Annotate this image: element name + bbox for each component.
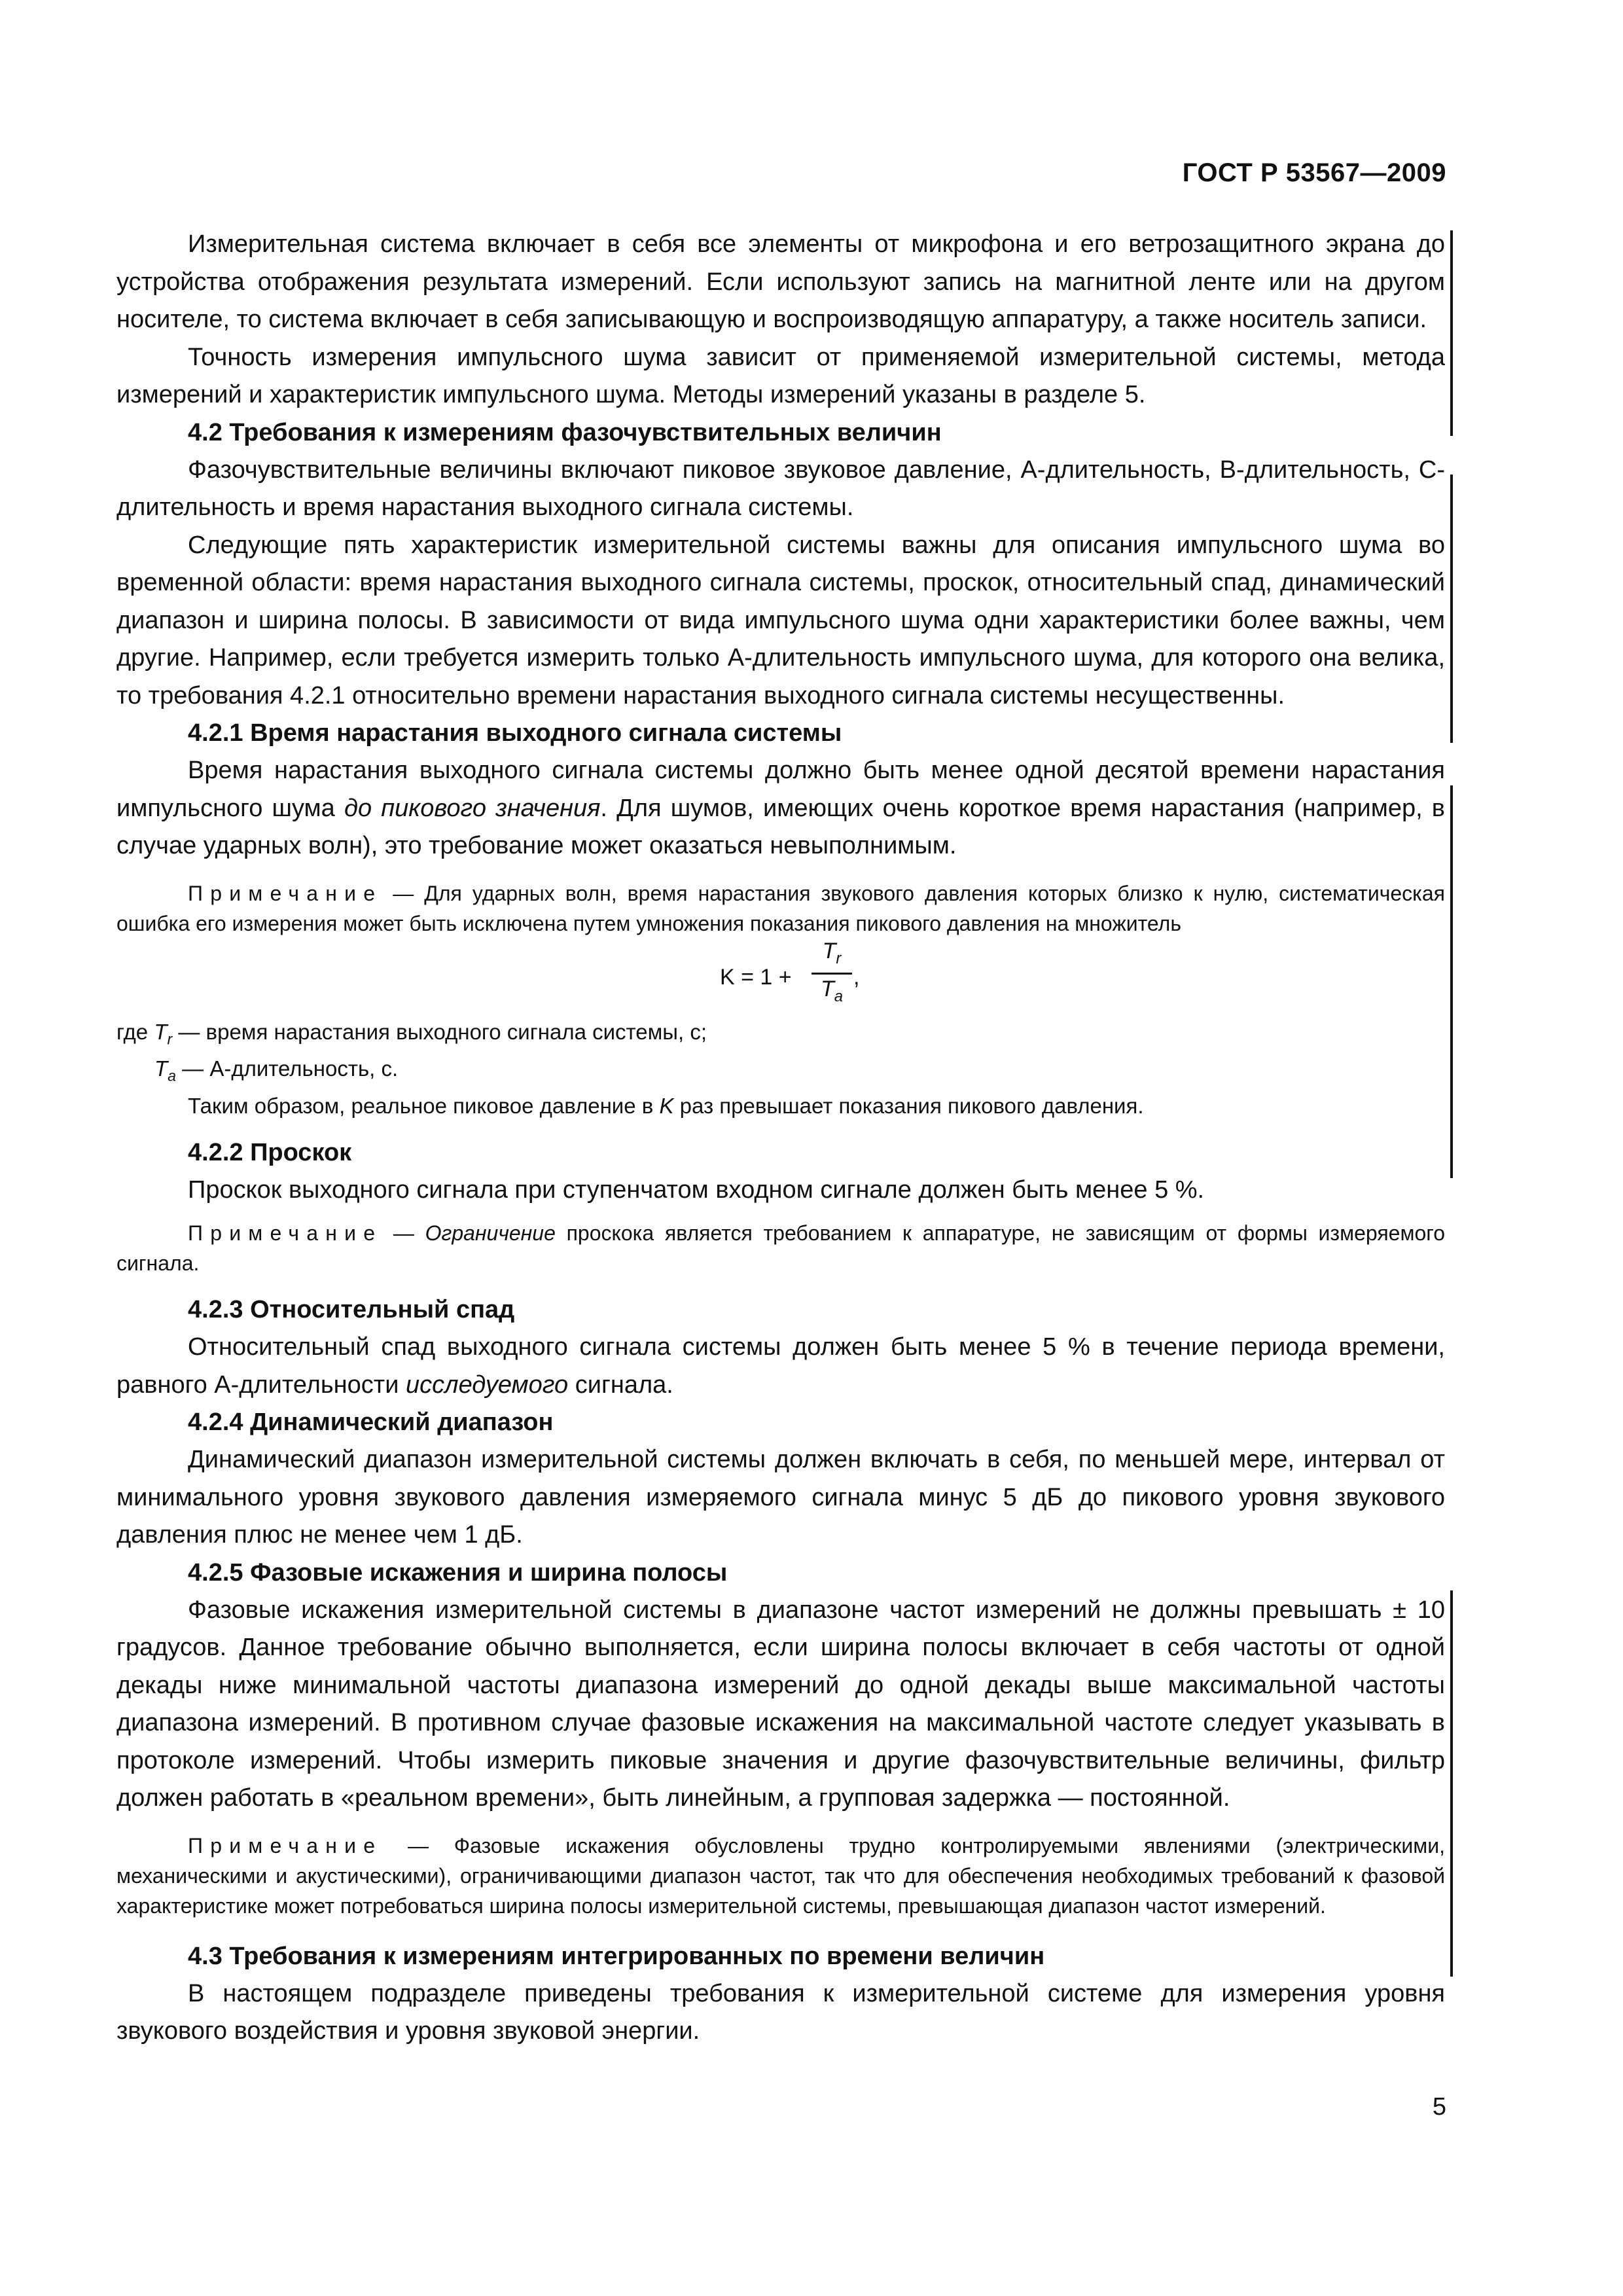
- change-bar: [1450, 785, 1453, 1178]
- paragraph: Проскок выходного сигнала при ступенчатом входном сигнале должен быть менее 5 %.: [188, 1175, 1205, 1204]
- paragraph: Точность измерения импульсного шума зависит от применяемой измерительной системы, метода измерений и характеристик импульсного шума. Методы измерений указаны в разделе 5.: [116, 343, 1445, 408]
- section-heading-4-3: 4.3 Требования к измерениям интегрированных по времени величин: [188, 1942, 1045, 1970]
- change-bar: [1450, 1590, 1453, 1977]
- paragraph: Динамический диапазон измерительной системы должен включать в себя, по меньшей мере, интервал от минимального уровня звукового давления измеряемого сигнала минус 5 дБ до пикового уровня звукового давления плюс не менее чем 1 дБ.: [116, 1446, 1445, 1549]
- formula-legend: где $T_r$ — время нарастания выходного сигнала системы, с;: [116, 1019, 707, 1048]
- change-bar: [1450, 475, 1453, 743]
- formula-conclusion: Таким образом, реальное пиковое давление в K раз превышает показания пикового давления.: [188, 1093, 1144, 1118]
- section-heading-4-2-5: 4.2.5 Фазовые искажения и ширина полосы: [188, 1558, 728, 1587]
- paragraph: Следующие пять характеристик измерительной системы важны для описания импульсного шума во временной области: время нарастания выходного сигнала системы, проскок, относительный спад, динамический диапазон и ширина полосы. В зависимости от вида импульсного шума одни характеристики более важны, чем другие. Например, если требуется измерить только А-длительность импульсного шума, для которого она велика, то требования 4.2.1 относительно времени нарастания выходного сигнала системы несущественны.: [116, 531, 1445, 709]
- formula-lhs: K = 1 +: [720, 964, 792, 990]
- paragraph: Относительный спад выходного сигнала системы должен быть менее 5 % в течение периода времени, равного А-длительности исследуемого сигнала.: [116, 1333, 1445, 1399]
- main-text: [116, 226, 1445, 2051]
- formula-legend: $T_a$ — А-длительность, с.: [154, 1056, 399, 1085]
- note: Примечание — Для ударных волн, время нарастания звукового давления которых близко к нулю, систематическая ошибка его измерения может быть исключена путем умножения показания пикового давления на множитель: [116, 881, 1445, 935]
- formula-numerator: $T_r$: [822, 938, 842, 967]
- change-bar: [1450, 230, 1453, 436]
- section-heading-4-2-3: 4.2.3 Относительный спад: [188, 1296, 515, 1324]
- formula: [116, 939, 1445, 1017]
- note: Примечание — Фазовые искажения обусловлены трудно контролируемыми явлениями (электрическими, механическими и акустическими), ограничивающими диапазон частот, так что для обеспечения необходимых требований к фазовой характеристике может потребоваться ширина полосы измерительной системы, превышающая диапазон частот измерений.: [116, 1833, 1445, 1918]
- section-heading-4-2: 4.2 Требования к измерениям фазочувствительных величин: [188, 418, 942, 446]
- formula-comma: ,: [853, 964, 860, 990]
- paragraph: Фазовые искажения измерительной системы в диапазоне частот измерений не должны превышать ± 10 градусов. Данное требование обычно выполняется, если ширина полосы включает в себя частоты от одной декады ниже минимальной частоты диапазона измерений до одной декады выше максимальной частоты диапазона измерений. В противном случае фазовые искажения на максимальной частоте следует указывать в протоколе измерений. Чтобы измерить пиковые значения и другие фазочувствительные величины, фильтр должен работать в «реальном времени», быть линейным, а групповая задержка — постоянной.: [116, 1596, 1445, 1812]
- note-label: Примечание: [188, 881, 383, 905]
- paragraph: В настоящем подразделе приведены требования к измерительной системе для измерения уровня звукового воздействия и уровня звуковой энергии.: [116, 1979, 1445, 2045]
- page-number: 5: [1432, 2093, 1446, 2121]
- document-header: ГОСТ Р 53567—2009: [1182, 158, 1446, 187]
- paragraph: Фазочувствительные величины включают пиковое звуковое давление, А-длительность, В-длительность, С-длительность и время нарастания выходного сигнала системы.: [116, 456, 1445, 521]
- section-heading-4-2-1: 4.2.1 Время нарастания выходного сигнала системы: [188, 719, 842, 747]
- note: Примечание — Ограничение проскока является требованием к аппаратуре, не зависящим от формы измеряемого сигнала.: [116, 1221, 1446, 1276]
- section-heading-4-2-4: 4.2.4 Динамический диапазон: [188, 1408, 554, 1437]
- paragraph: Измерительная система включает в себя все элементы от микрофона и его ветрозащитного экрана до устройства отображения результата измерений. Если используют запись на магнитной ленте или на другом носителе, то система включает в себя записывающую и воспроизводящую аппаратуру, а также носитель записи.: [116, 230, 1445, 333]
- paragraph: Время нарастания выходного сигнала системы должно быть менее одной десятой времени нарастания импульсного шума до пикового значения. Для шумов, имеющих очень короткое время нарастания (например, в случае ударных волн), это требование может оказаться невыполнимым.: [116, 757, 1445, 859]
- section-heading-4-2-2: 4.2.2 Проскок: [188, 1138, 352, 1166]
- fraction-bar: [812, 973, 852, 975]
- formula-denominator: $T_a$: [820, 976, 844, 1005]
